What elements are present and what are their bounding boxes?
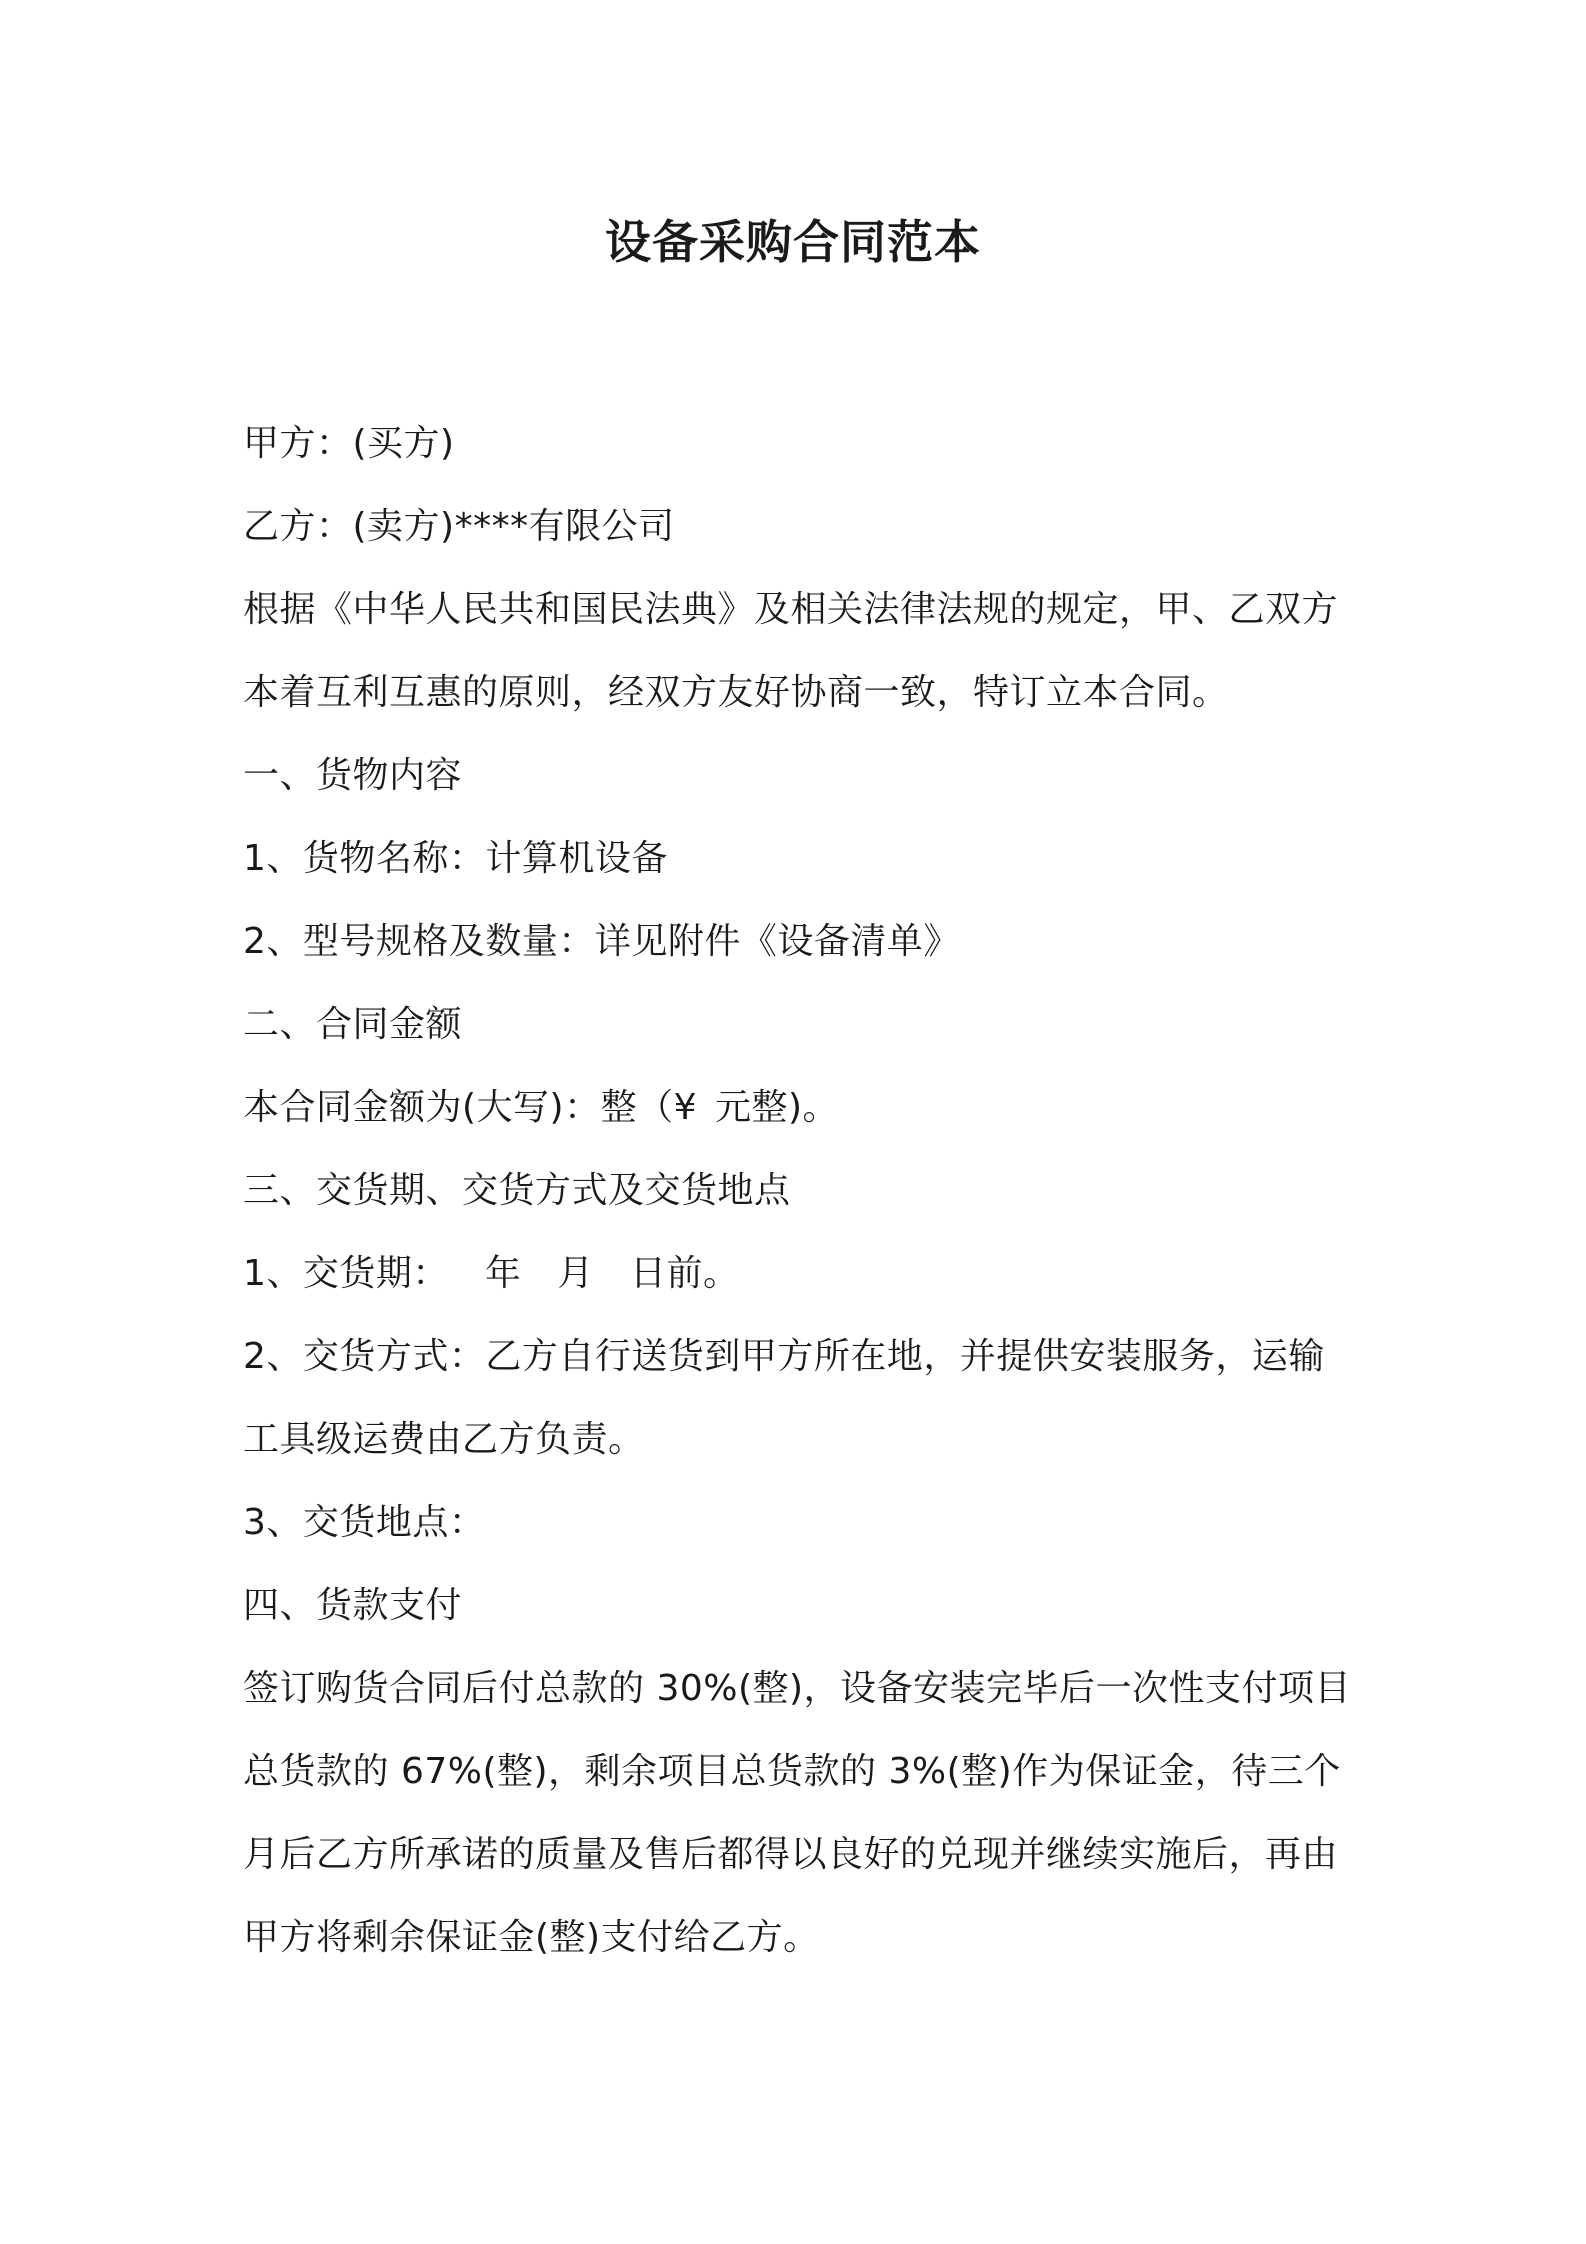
preamble-line: 根据《中华人民共和国民法典》及相关法律法规的规定，甲、乙双方 bbox=[243, 589, 1339, 630]
payment-line: 月后乙方所承诺的质量及售后都得以良好的兑现并继续实施后，再由 bbox=[243, 1834, 1339, 1875]
delivery-method-line: 工具级运费由乙方负责。 bbox=[243, 1419, 645, 1460]
section-heading-delivery: 三、交货期、交货方式及交货地点 bbox=[243, 1170, 791, 1211]
delivery-period-line bbox=[243, 1232, 1353, 1315]
delivery-year: 年 bbox=[484, 1253, 522, 1294]
goods-item: 1、货物名称：计算机设备 bbox=[243, 838, 668, 879]
amount-suffix: 元整)。 bbox=[715, 1087, 840, 1128]
goods-item: 2、型号规格及数量：详见附件《设备清单》 bbox=[243, 921, 960, 962]
payment-line: 签订购货合同后付总款的 30%(整)，设备安装完毕后一次性支付项目 bbox=[243, 1668, 1352, 1709]
amount-line bbox=[243, 1066, 1353, 1149]
payment-line: 总货款的 67%(整)，剩余项目总货款的 3%(整)作为保证金，待三个 bbox=[243, 1751, 1341, 1792]
payment-line: 甲方将剩余保证金(整)支付给乙方。 bbox=[243, 1917, 820, 1958]
delivery-month: 月 bbox=[557, 1253, 594, 1294]
delivery-location-line: 3、交货地点： bbox=[243, 1502, 486, 1543]
amount-prefix: 本合同金额为(大写)：整（¥ bbox=[243, 1087, 697, 1128]
delivery-method-line: 2、交货方式：乙方自行送货到甲方所在地，并提供安装服务，运输 bbox=[243, 1336, 1325, 1377]
document-title: 设备采购合同范本 bbox=[605, 215, 981, 269]
section-heading-goods: 一、货物内容 bbox=[243, 755, 463, 796]
section-heading-payment: 四、货款支付 bbox=[243, 1585, 463, 1626]
party-b-line: 乙方：(卖方)****有限公司 bbox=[243, 506, 675, 547]
document-body bbox=[243, 402, 1353, 1979]
preamble-line: 本着互利互惠的原则，经双方友好协商一致，特订立本合同。 bbox=[243, 672, 1229, 713]
party-a-line: 甲方：(买方) bbox=[243, 423, 455, 464]
delivery-period-label: 1、交货期： bbox=[243, 1253, 449, 1294]
delivery-day: 日前。 bbox=[629, 1253, 740, 1294]
section-heading-amount: 二、合同金额 bbox=[243, 1004, 463, 1045]
